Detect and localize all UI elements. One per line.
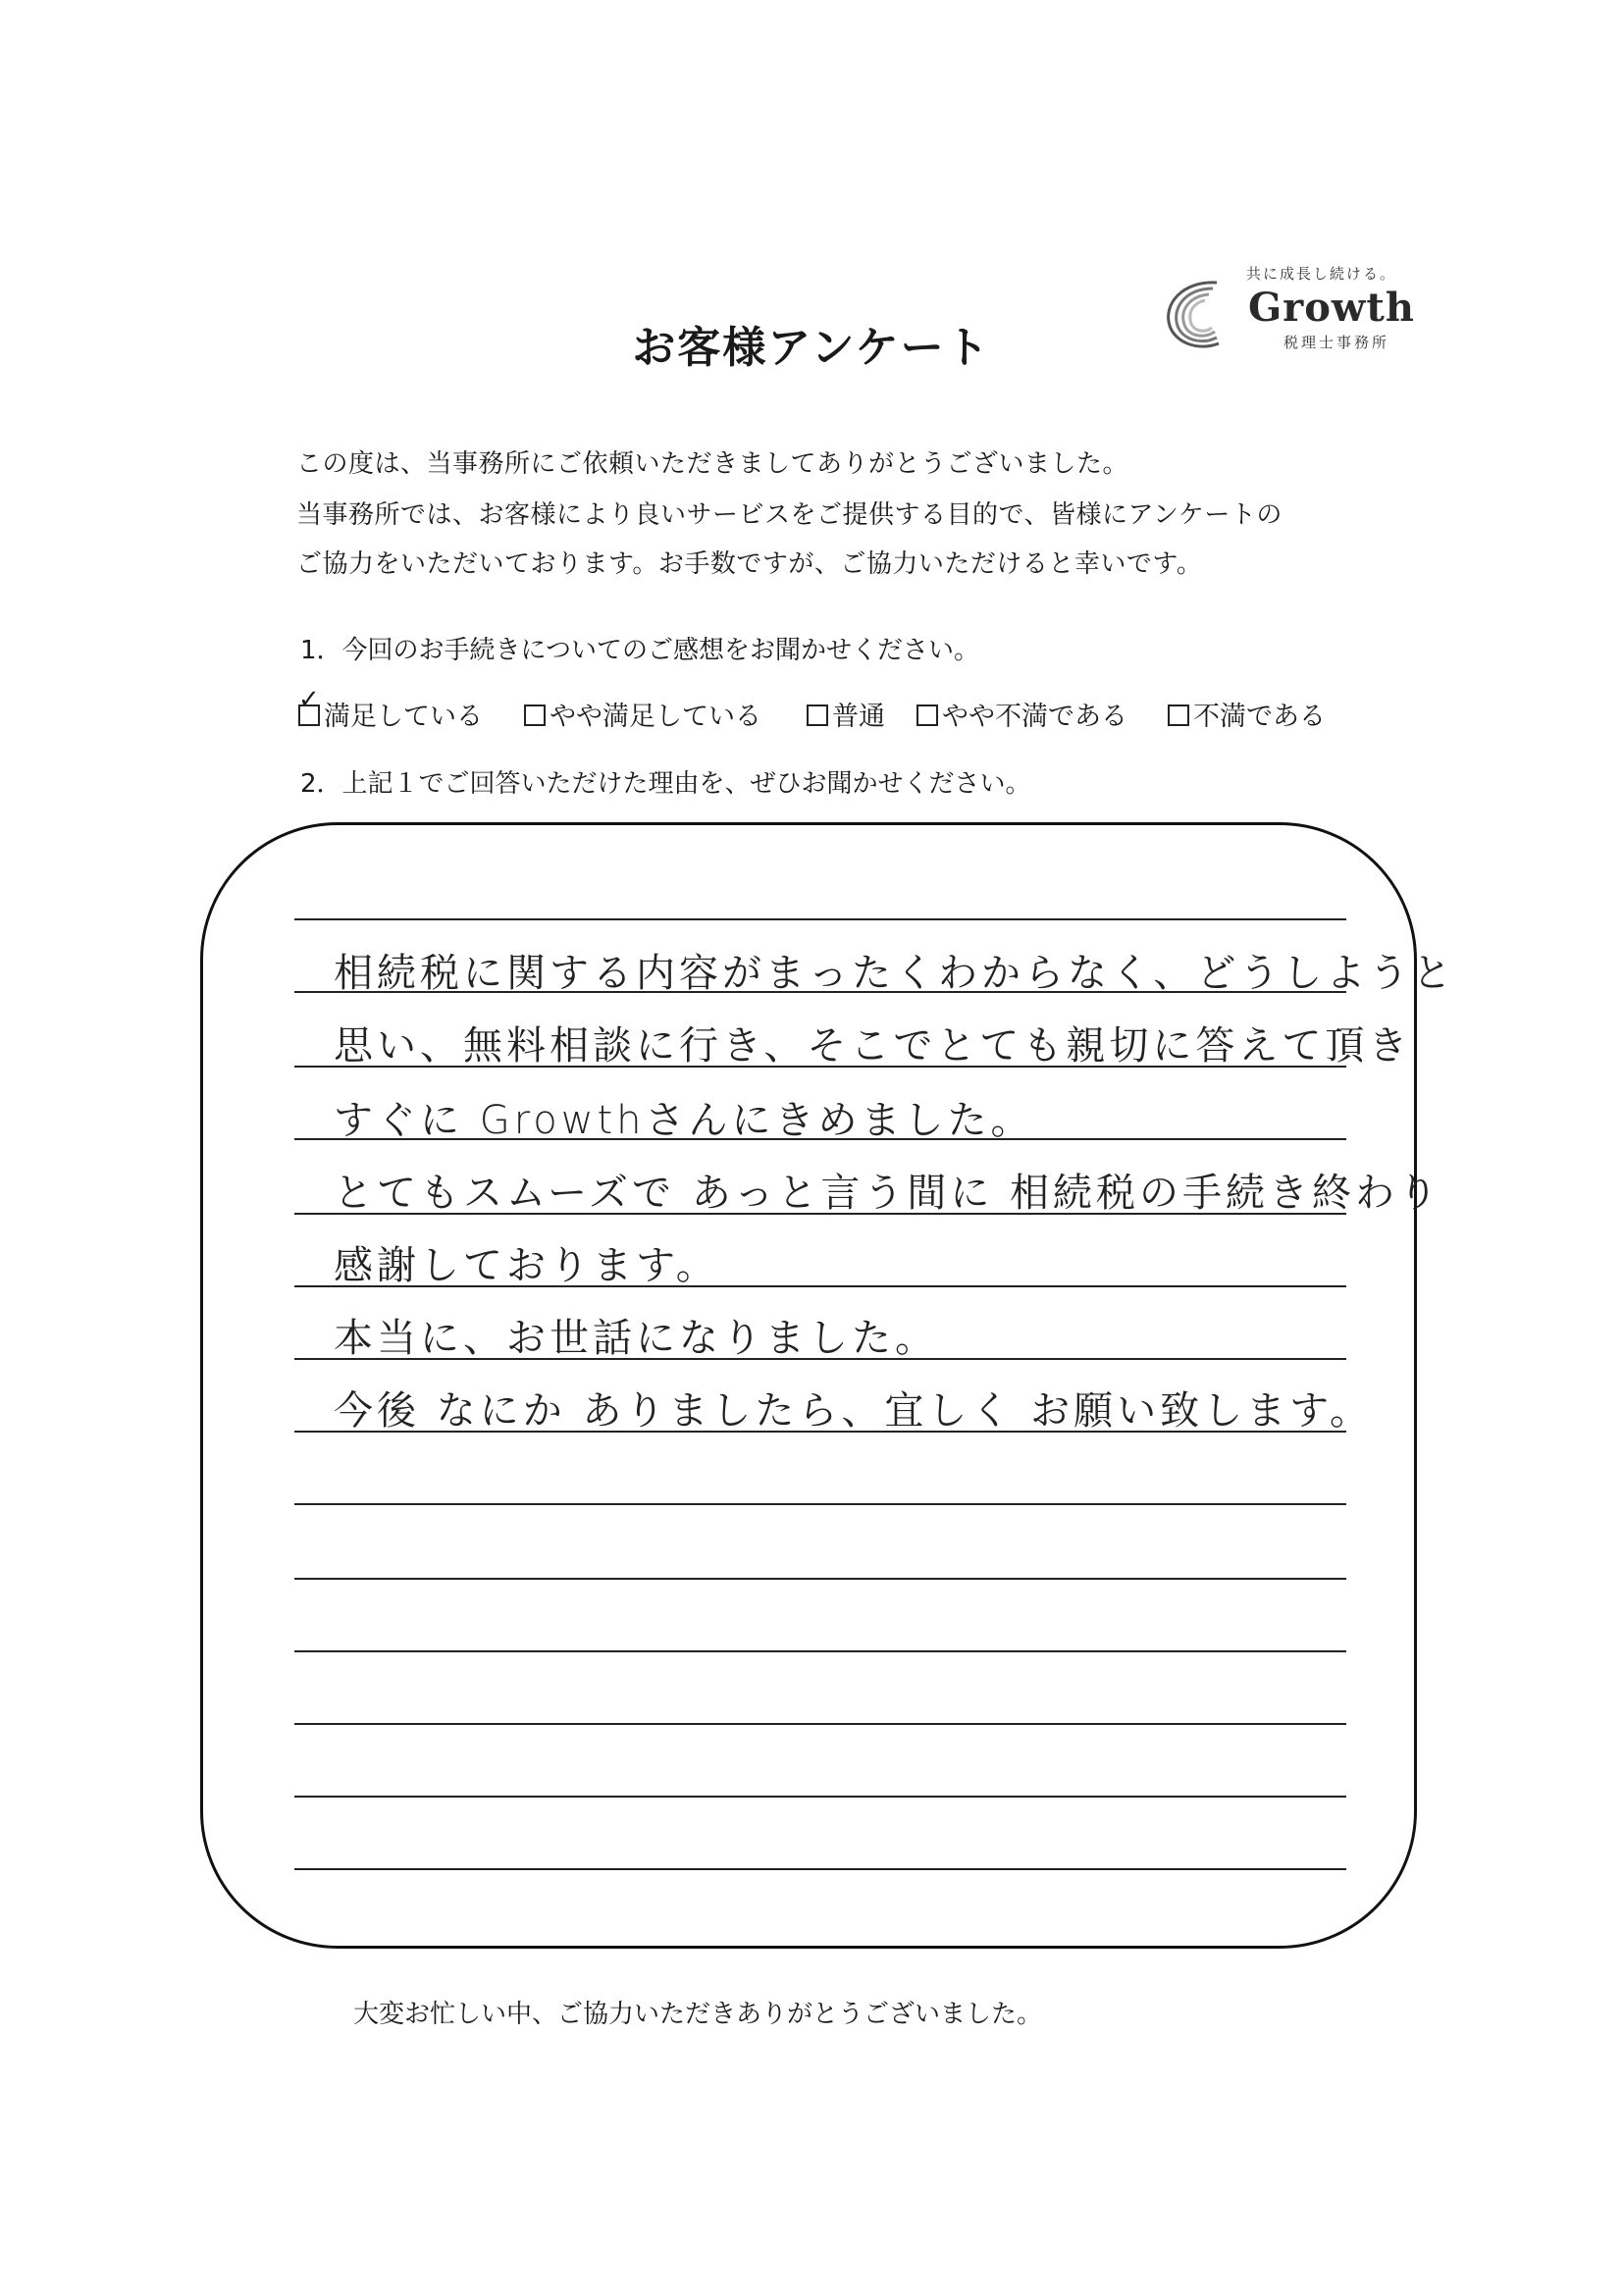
growth-swirl-icon — [1158, 275, 1242, 353]
ruled-line — [294, 1723, 1346, 1725]
ruled-line — [294, 1578, 1346, 1580]
logo-subtitle: 税理士事務所 — [1283, 334, 1390, 351]
ruled-line — [294, 1796, 1346, 1798]
ruled-line — [294, 1650, 1346, 1652]
intro-line-1: この度は、当事務所にご依頼いただきましてありがとうございました。 — [296, 449, 1129, 479]
checkbox-somewhat-satisfied[interactable] — [524, 704, 546, 726]
logo-brand: Growth — [1248, 285, 1415, 331]
checkbox-neutral[interactable] — [807, 704, 828, 726]
question-2-label: 2．上記１でご回答いただけた理由を、ぜひお聞かせください。 — [300, 769, 1031, 799]
page-title: お客様アンケート — [632, 323, 991, 373]
checkbox-somewhat-dissatisfied[interactable] — [916, 704, 938, 726]
option-label: 不満である — [1193, 702, 1326, 732]
answer-line-3: すぐに Growthさんにきめました。 — [334, 1098, 1034, 1143]
answer-line-1: 相続税に関する内容がまったくわからなく、どうしようと — [334, 951, 1456, 996]
ruled-line — [294, 918, 1346, 920]
answer-line-6: 本当に、お世話になりました。 — [334, 1316, 938, 1361]
firm-logo — [1158, 263, 1423, 351]
ruled-line — [294, 1868, 1346, 1870]
question-1-label: 1．今回のお手続きについてのご感想をお聞かせください。 — [300, 636, 980, 665]
logo-tagline: 共に成長し続ける。 — [1246, 265, 1397, 283]
option-somewhat-dissatisfied[interactable] — [916, 695, 1127, 733]
ruled-line — [294, 1503, 1346, 1505]
option-dissatisfied[interactable] — [1168, 695, 1326, 733]
checkbox-satisfied[interactable] — [298, 685, 320, 726]
check-mark-icon: ✓ — [298, 685, 320, 714]
closing-text: 大変お忙しい中、ご協力いただきありがとうございました。 — [353, 2000, 1043, 2029]
option-somewhat-satisfied[interactable] — [524, 695, 761, 733]
answer-line-2: 思い、無料相談に行き、そこでとても親切に答えて頂き — [334, 1023, 1412, 1069]
answer-line-4: とてもスムーズで あっと言う間に 相続税の手続き終わり — [334, 1171, 1442, 1216]
option-label: 普通 — [832, 702, 885, 732]
option-neutral[interactable] — [807, 695, 885, 733]
option-satisfied[interactable] — [298, 685, 483, 733]
intro-line-2: 当事務所では、お客様により良いサービスをご提供する目的で、皆様にアンケートの — [296, 500, 1283, 530]
intro-line-3: ご協力をいただいております。お手数ですが、ご協力いただけると幸いです。 — [296, 549, 1203, 579]
option-label: やや満足している — [550, 702, 761, 732]
checkbox-dissatisfied[interactable] — [1168, 704, 1189, 726]
answer-line-7: 今後 なにか ありましたら、宜しく お願い致します。 — [334, 1388, 1373, 1434]
option-label: 満足している — [324, 702, 483, 732]
answer-line-5: 感謝しております。 — [334, 1243, 719, 1288]
option-label: やや不満である — [942, 702, 1127, 732]
